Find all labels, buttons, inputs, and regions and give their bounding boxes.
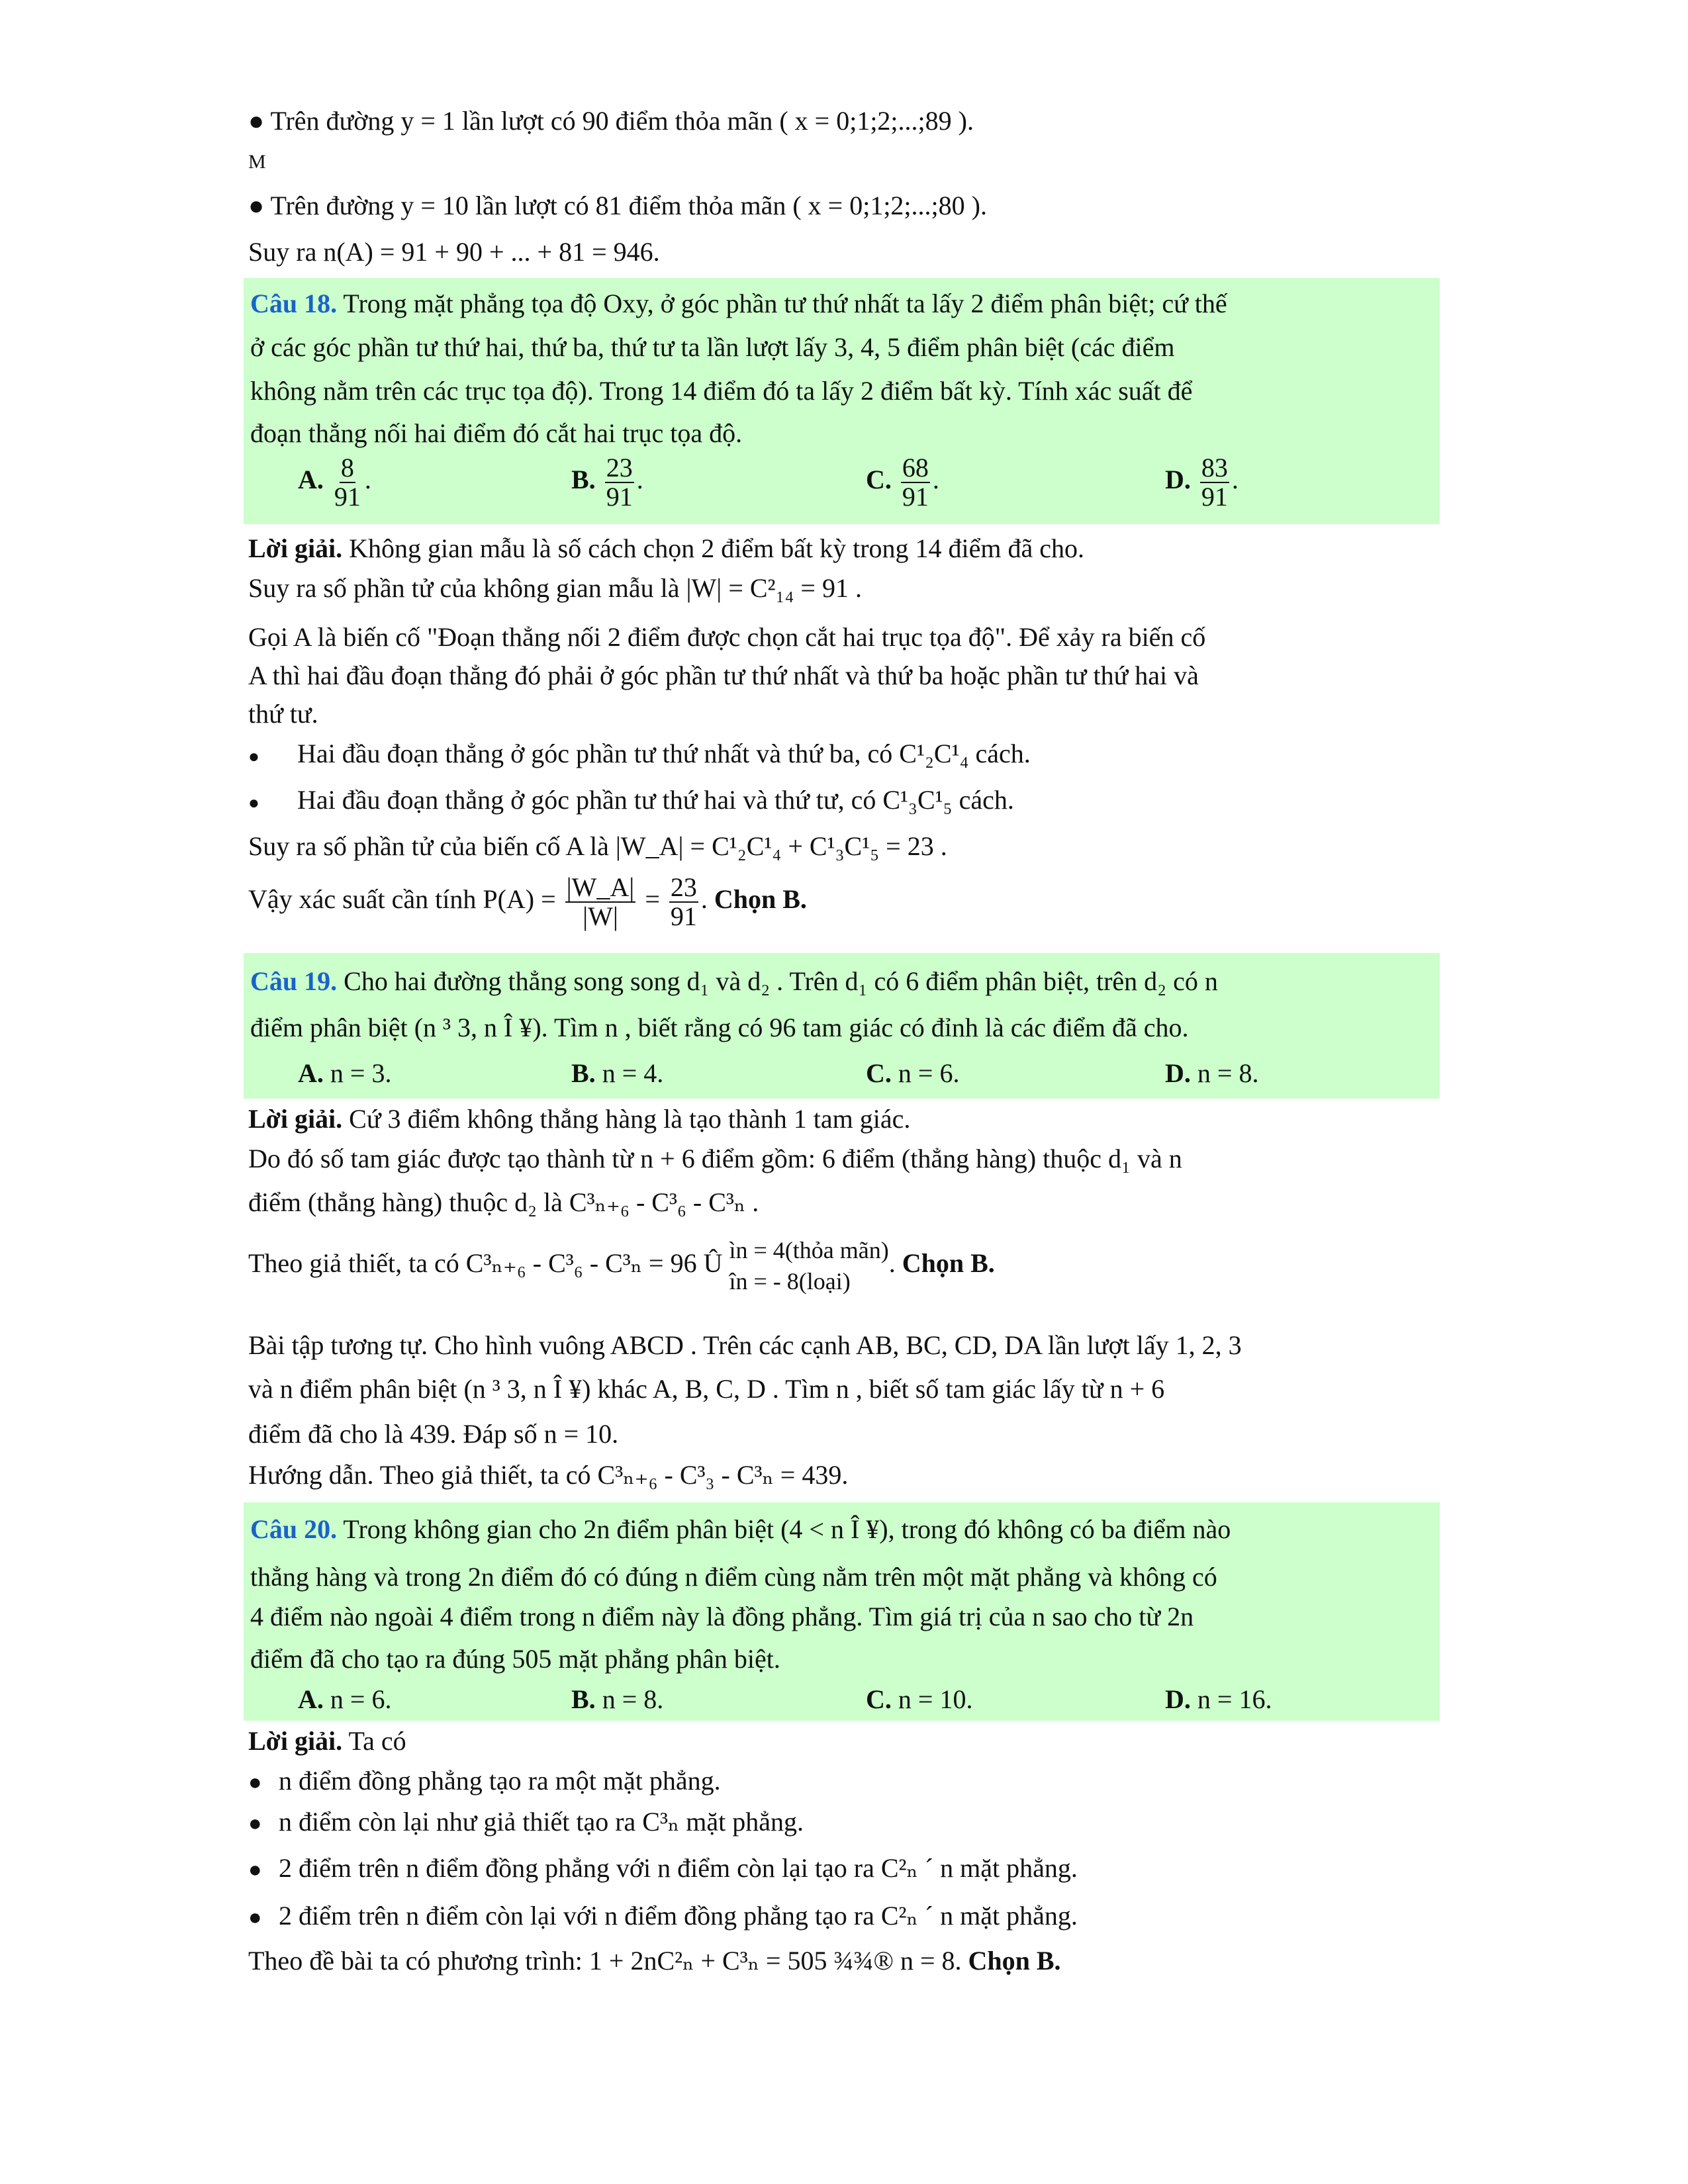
solution-19-line: Lời giải. Cứ 3 điểm không thẳng hàng là tạo thành 1 tam giác. [248, 1104, 911, 1134]
solution-19-line: Bài tập tương tự. Cho hình vuông ABCD . Trên các cạnh AB, BC, CD, DA lần lượt lấy 1, 2, 3 [248, 1330, 1242, 1360]
question-18-line: đoạn thẳng nối hai điểm đó cắt hai trục tọa độ. [250, 418, 743, 448]
solution-19-line: Do đó số tam giác được tạo thành từ n + 6 điểm gồm: 6 điểm (thẳng hàng) thuộc d₁ và n [248, 1144, 1182, 1173]
option-d: D. n = 16. [1165, 1684, 1272, 1714]
question-label: Câu 18. [250, 289, 338, 318]
option-b: B. n = 8. [571, 1684, 664, 1714]
bullet-icon: ● [248, 793, 259, 813]
text-line: M [248, 151, 266, 173]
solution-18-line: Gọi A là biến cố "Đoạn thẳng nối 2 điểm được chọn cắt hai trục tọa độ". Để xảy ra biến cố [248, 622, 1206, 652]
bullet-icon: ● [248, 1858, 262, 1882]
solution-20-line: Theo đề bài ta có phương trình: 1 + 2nC²ₙ + C³ₙ = 505 ¾¾® n = 8. Chọn B. [248, 1946, 1061, 1976]
solution-19-line: Theo giả thiết, ta có C³ₙ₊₆ - C³₆ - C³ₙ = 96 Û ìn = 4(thỏa mãn) în = - 8(loại) . Chọn B. [248, 1235, 995, 1297]
question-18-line: không nằm trên các trục tọa độ). Trong 14 điểm đó ta lấy 2 điểm bất kỳ. Tính xác suất để [250, 376, 1193, 406]
option-c: C. n = 6. [866, 1058, 960, 1088]
question-label: Câu 19. [250, 966, 338, 996]
solution-20-bullet: ● n điểm còn lại như giả thiết tạo ra C³ₙ mặt phẳng. [248, 1807, 804, 1837]
solution-18-bullet: ● Hai đầu đoạn thẳng ở góc phần tư thứ nhất và thứ ba, có C¹₂C¹₄ cách. [248, 739, 1031, 768]
question-19-line: Câu 19. Cho hai đường thẳng song song d₁ và d₂ . Trên d₁ có 6 điểm phân biệt, trên d₂ có n [250, 966, 1218, 996]
option-b: B. $\frac{23}{91}$ . [571, 453, 643, 512]
solution-19-line: và n điểm phân biệt (n ³ 3, n Î ¥) khác A, B, C, D . Tìm n , biết số tam giác lấy từ n + 6 [248, 1374, 1165, 1404]
solution-20-bullet: ● 2 điểm trên n điểm đồng phẳng với n điểm còn lại tạo ra C²ₙ ´ n mặt phẳng. [248, 1853, 1078, 1883]
question-20-line: thẳng hàng và trong 2n điểm đó có đúng n điểm cùng nằm trên một mặt phẳng và không có [250, 1562, 1217, 1592]
option-a: A. $\frac{8}{91}$ . [298, 453, 371, 512]
question-19-line: điểm phân biệt (n ³ 3, n Î ¥). Tìm n , biết rằng có 96 tam giác có đỉnh là các điểm đã cho. [250, 1013, 1189, 1042]
question-18-line [250, 289, 1227, 319]
option-b: B. n = 4. [571, 1058, 664, 1088]
solution-19-line: điểm (thẳng hàng) thuộc d₂ là C³ₙ₊₆ - C³₆ - C³ₙ . [248, 1187, 759, 1217]
option-a: A. n = 6. [298, 1684, 392, 1714]
question-20-line: điểm đã cho tạo ra đúng 505 mặt phẳng phân biệt. [250, 1644, 780, 1674]
bullet-icon: ● [248, 1770, 262, 1795]
option-d: D. n = 8. [1165, 1058, 1259, 1088]
option-d: D. $\frac{83}{91}$ . [1165, 453, 1239, 512]
solution-20-line: Lời giải. Ta có [248, 1726, 406, 1756]
question-text: Trong mặt phẳng tọa độ Oxy, ở góc phần tư thứ nhất ta lấy 2 điểm phân biệt; cứ thế [337, 289, 1227, 318]
question-20-box [244, 1502, 1440, 1721]
text-line: Suy ra n(A) = 91 + 90 + ... + 81 = 946. [248, 237, 660, 267]
solution-20-bullet: ● n điểm đồng phẳng tạo ra một mặt phẳng. [248, 1766, 721, 1796]
question-20-line: Câu 20. Trong không gian cho 2n điểm phân biệt (4 < n Î ¥), trong đó không có ba điểm nào [250, 1514, 1231, 1544]
bullet-icon: ● [248, 1905, 262, 1930]
solution-18-line: thứ tư. [248, 699, 318, 729]
question-18-line: ở các góc phần tư thứ hai, thứ ba, thứ tư ta lần lượt lấy 3, 4, 5 điểm phân biệt (các điểm [250, 332, 1175, 362]
solution-18-bullet: ● Hai đầu đoạn thẳng ở góc phần tư thứ hai và thứ tư, có C¹₃C¹₅ cách. [248, 785, 1014, 815]
question-18-box [244, 278, 1440, 524]
option-a: A. n = 3. [298, 1058, 392, 1088]
text-line: ● Trên đường y = 10 lần lượt có 81 điểm thỏa mãn ( x = 0;1;2;...;80 ). [248, 191, 987, 220]
solution-18-line: Lời giải. Không gian mẫu là số cách chọn 2 điểm bất kỳ trong 14 điểm đã cho. [248, 533, 1085, 563]
solution-20-bullet: ● 2 điểm trên n điểm còn lại với n điểm đồng phẳng tạo ra C²ₙ ´ n mặt phẳng. [248, 1901, 1078, 1931]
equation-system: ìn = 4(thỏa mãn) în = - 8(loại) [729, 1237, 889, 1295]
question-20-line: 4 điểm nào ngoài 4 điểm trong n điểm này là đồng phẳng. Tìm giá trị của n sao cho từ 2n [250, 1602, 1194, 1631]
option-c: C. $\frac{68}{91}$ . [866, 453, 939, 512]
bullet-icon: ● [248, 1811, 262, 1836]
bullet-icon: ● [248, 747, 259, 767]
option-c: C. n = 10. [866, 1684, 973, 1714]
solution-18-line: A thì hai đầu đoạn thẳng đó phải ở góc phần tư thứ nhất và thứ ba hoặc phần tư thứ hai và [248, 660, 1199, 690]
solution-18-line: Suy ra số phần tử của biến cố A là |W_A| = C¹₂C¹₄ + C¹₃C¹₅ = 23 . [248, 831, 947, 861]
question-label: Câu 20. [250, 1514, 338, 1544]
question-19-box [244, 953, 1440, 1099]
text-line: ● Trên đường y = 1 lần lượt có 90 điểm thỏa mãn ( x = 0;1;2;...;89 ). [248, 106, 974, 136]
solution-18-line: Suy ra số phần tử của không gian mẫu là |W| = C²₁₄ = 91 . [248, 573, 862, 603]
solution-18-line: Vậy xác suất cần tính P(A) = $\frac{|W\_A|}{|W|}$ = $\frac{23}{91}$ . Chọn B. [248, 872, 807, 931]
solution-19-line: Hướng dẫn. Theo giả thiết, ta có C³ₙ₊₆ - C³₃ - C³ₙ = 439. [248, 1460, 849, 1490]
solution-19-line: điểm đã cho là 439. Đáp số n = 10. [248, 1419, 619, 1449]
